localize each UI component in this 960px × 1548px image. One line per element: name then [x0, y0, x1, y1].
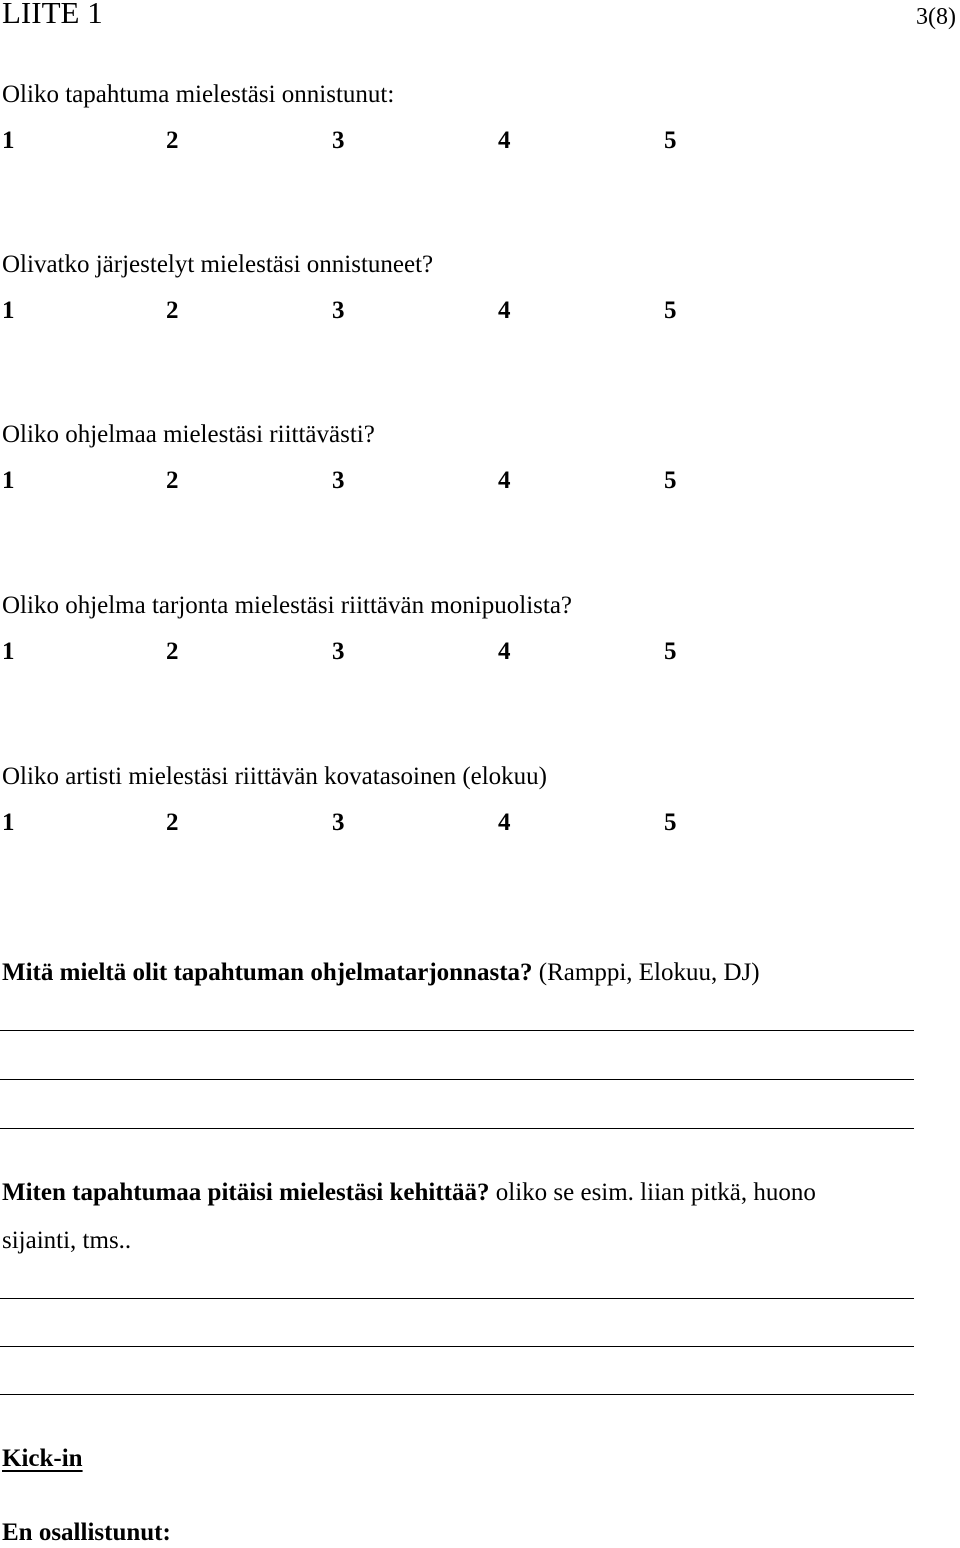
question-2: Olivatko järjestelyt mielestäsi onnistuneet? — [2, 251, 434, 278]
rating-option-1[interactable]: 1 — [2, 638, 15, 665]
rating-option-1[interactable]: 1 — [2, 809, 15, 836]
rating-option-2[interactable]: 2 — [166, 297, 179, 324]
rating-scale-5 — [2, 808, 702, 838]
open-question-2-note: oliko se esim. liian pitkä, huono — [489, 1179, 816, 1206]
rating-scale-1 — [2, 126, 702, 156]
section-title: Kick-in — [2, 1445, 83, 1472]
rating-scale-4 — [2, 637, 702, 667]
rating-option-4[interactable]: 4 — [498, 297, 511, 324]
open-question-1 — [2, 958, 760, 988]
rating-option-3[interactable]: 3 — [332, 638, 345, 665]
open-question-1-bold: Mitä mieltä olit tapahtuman ohjelmatarjonnasta? — [2, 959, 533, 986]
rating-scale-3 — [2, 466, 702, 496]
rating-option-4[interactable]: 4 — [498, 467, 511, 494]
rating-option-1[interactable]: 1 — [2, 467, 15, 494]
question-5: Oliko artisti mielestäsi riittävän kovatasoinen (elokuu) — [2, 763, 548, 790]
rating-option-1[interactable]: 1 — [2, 127, 15, 154]
rating-option-3[interactable]: 3 — [332, 467, 345, 494]
rating-option-3[interactable]: 3 — [332, 127, 345, 154]
rating-option-5[interactable]: 5 — [664, 638, 677, 665]
question-3: Oliko ohjelmaa mielestäsi riittävästi? — [2, 421, 375, 448]
rating-scale-2 — [2, 296, 702, 326]
rating-option-5[interactable]: 5 — [664, 809, 677, 836]
rating-option-1[interactable]: 1 — [2, 297, 15, 324]
rating-option-5[interactable]: 5 — [664, 127, 677, 154]
question-1: Oliko tapahtuma mielestäsi onnistunut: — [2, 81, 395, 108]
answer-line-3[interactable] — [0, 1128, 914, 1129]
rating-option-5[interactable]: 5 — [664, 467, 677, 494]
page-number: 3(8) — [916, 4, 956, 30]
answer-line-1[interactable] — [0, 1030, 914, 1031]
question-4: Oliko ohjelma tarjonta mielestäsi riittävän monipuolista? — [2, 592, 573, 619]
open-question-1-note: (Ramppi, Elokuu, DJ) — [532, 959, 760, 986]
answer-line-6[interactable] — [0, 1394, 914, 1395]
rating-option-4[interactable]: 4 — [498, 638, 511, 665]
rating-option-3[interactable]: 3 — [332, 809, 345, 836]
rating-option-4[interactable]: 4 — [498, 809, 511, 836]
answer-line-5[interactable] — [0, 1346, 914, 1347]
rating-option-2[interactable]: 2 — [166, 127, 179, 154]
rating-option-2[interactable]: 2 — [166, 638, 179, 665]
open-question-2 — [2, 1178, 816, 1208]
rating-option-5[interactable]: 5 — [664, 297, 677, 324]
rating-option-2[interactable]: 2 — [166, 809, 179, 836]
document-title: LIITE 1 — [2, 0, 103, 30]
open-question-2-bold: Miten tapahtumaa pitäisi mielestäsi kehittää? — [2, 1179, 490, 1206]
open-question-2-line2: sijainti, tms.. — [2, 1227, 132, 1254]
answer-line-4[interactable] — [0, 1298, 914, 1299]
section-subtitle: En osallistunut: — [2, 1519, 171, 1546]
rating-option-3[interactable]: 3 — [332, 297, 345, 324]
rating-option-2[interactable]: 2 — [166, 467, 179, 494]
answer-line-2[interactable] — [0, 1079, 914, 1080]
rating-option-4[interactable]: 4 — [498, 127, 511, 154]
